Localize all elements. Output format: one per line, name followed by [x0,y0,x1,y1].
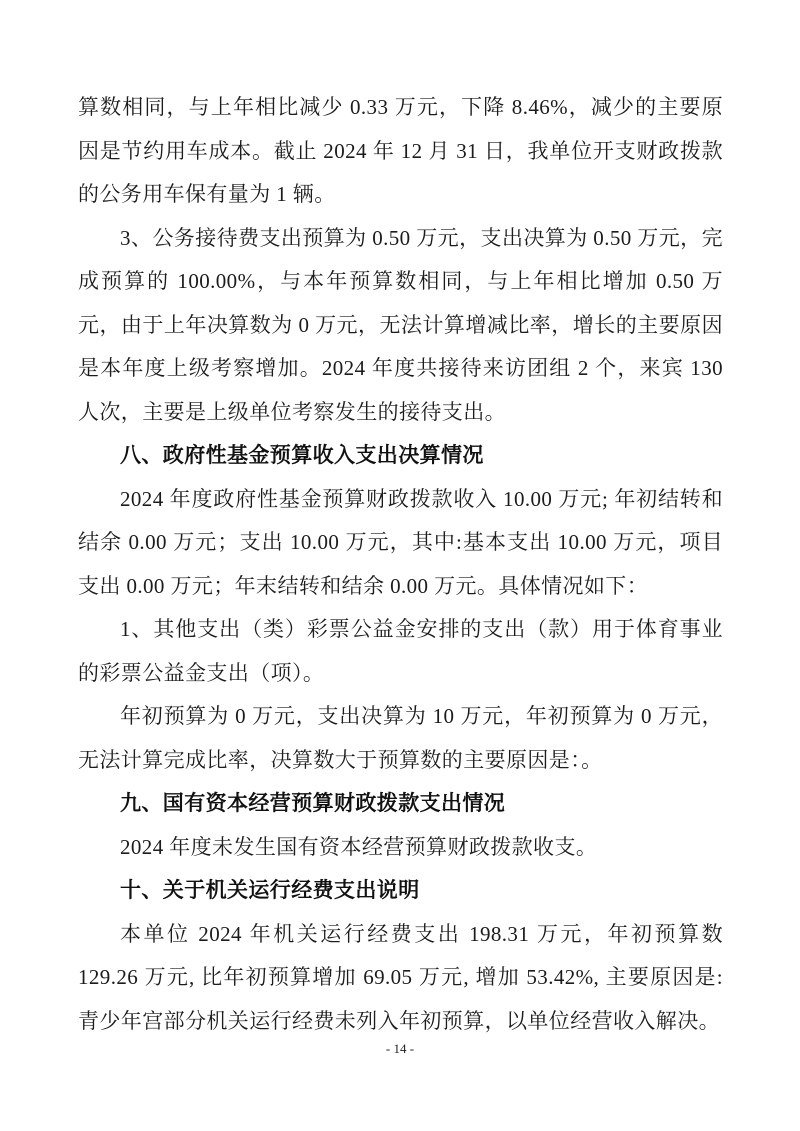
paragraph-lottery-welfare-fund-item: 1、其他支出（类）彩票公益金安排的支出（款）用于体育事业的彩票公益金支出（项）。 [78,617,723,685]
heading-section-10-agency-operating-expense: 十、关于机关运行经费支出说明 [120,879,420,902]
page-number: - 14 - [385,1041,415,1056]
document-body [78,86,723,1043]
heading-section-8-government-fund-budget: 八、政府性基金预算收入支出决算情况 [120,444,484,467]
paragraph-vehicle-cost-continuation: 算数相同，与上年相比减少 0.33 万元，下降 8.46%，减少的主要原因是节约用车成本。截止 2024 年 12 月 31 日，我单位开支财政拨款的公务用车保有量为 1 辆。 [78,95,723,206]
paragraph-agency-operating-expense-detail: 本单位 2024 年机关运行经费支出 198.31 万元，年初预算数 129.26 万元, 比年初预算增加 69.05 万元, 增加 53.42%, 主要原因是: 青少年宫部分机关运行经费未列入年初预算，以单位经营收入解决。 [78,921,723,1033]
heading-section-9-state-capital-budget: 九、国有资本经营预算财政拨款支出情况 [120,792,506,815]
paragraph-official-reception-expense: 3、公务接待费支出预算为 0.50 万元，支出决算为 0.50 万元，完成预算的 100.00%，与本年预算数相同，与上年相比增加 0.50 万元，由于上年决算数为 0 万元，无法计算增减比率，增长的主要原因是本年度上级考察增加。2024 年度共接待来访团组 2 个，来宾 130 人次，主要是上级单位考察发生的接待支出。 [78,225,723,424]
paragraph-lottery-welfare-fund-budget: 年初预算为 0 万元，支出决算为 10 万元，年初预算为 0 万元，无法计算完成比率，决算数大于预算数的主要原因是：。 [78,704,723,772]
paragraph-government-fund-summary: 2024 年度政府性基金预算财政拨款收入 10.00 万元; 年初结转和结余 0.00 万元；支出 10.00 万元，其中:基本支出 10.00 万元，项目支出 0.00 万元；年末结转和结余 0.00 万元。具体情况如下： [78,486,723,598]
paragraph-state-capital-statement: 2024 年度未发生国有资本经营预算财政拨款收支。 [120,834,598,859]
